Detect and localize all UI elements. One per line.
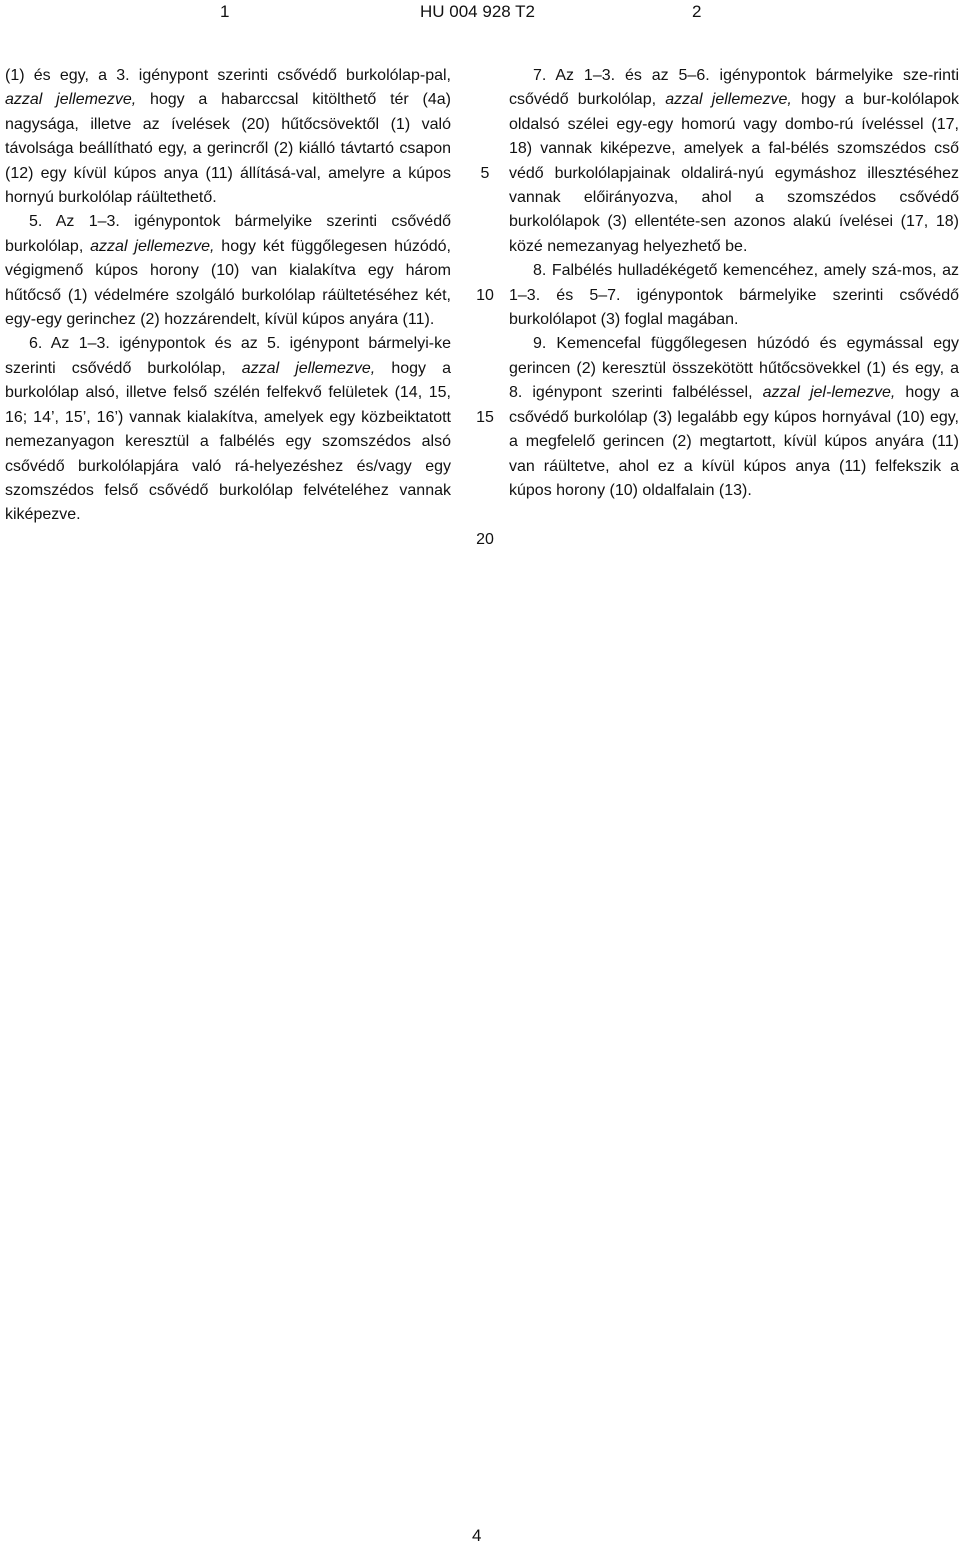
page-header xyxy=(0,0,960,30)
claim-5-text-b: hogy két függőlegesen húzódó, végigmenő kúpos horony (10) van kialakítva egy három hűtőcső (1) védelmére szolgáló burkolólap ráültetéséhez két, egy-egy gerinchez (2) hozzárendelt, kívül kúpos anyára (11). xyxy=(5,237,452,329)
line-number-20: 20 xyxy=(476,530,494,548)
claim-5 xyxy=(5,210,451,332)
claim-4-emphasis: azzal jellemezve, xyxy=(5,91,137,109)
page-footer-number: 4 xyxy=(472,1526,482,1545)
line-number-10: 10 xyxy=(476,286,494,304)
claim-9-text-a: 9. Kemencefal függőlegesen húzódó és egymással egy gerincen (2) keresztül összekötött hűtőcsövekkel (1) és egy, a 8. igénypont szerinti falbéléssel, xyxy=(509,335,959,402)
claim-7-emphasis: azzal jellemezve, xyxy=(665,91,792,109)
claim-9-text-b: hogy a csővédő burkolólap (3) legalább egy kúpos hornyával (10) egy, a megfelelő gerincen (2) megtartott, kívül kúpos anyára (11) van ráültetve, ahol ez a kívül kúpos anya (11) felfekszik a kúpos horony (10) oldalfalain (13). xyxy=(509,384,960,499)
claim-4-continuation xyxy=(5,64,451,210)
claim-9-emphasis: azzal jel-lemezve, xyxy=(762,384,896,402)
claim-5-emphasis: azzal jellemezve, xyxy=(90,237,215,255)
claim-6 xyxy=(5,332,451,527)
claim-6-text-b: hogy a burkolólap alsó, illetve felső szélén felfekvő felületek (14, 15, 16; 14’, 15’, 16’) vannak kialakítva, amelyek egy közbeiktatott nemezanyagon keresztül a falbélés egy szomszédos alsó csővédő burkolólapjára való rá-helyezéshez és/vagy egy szomszédos felső csővédő burkolólap felvételéhez vannak kiképezve. xyxy=(5,359,451,524)
claim-6-text-a: 6. Az 1–3. igénypontok és az 5. igénypont bármelyi-ke szerinti csővédő burkolólap, xyxy=(5,335,451,377)
claim-8: 8. Falbélés hulladékégető kemencéhez, amely szá-mos, az 1–3. és 5–7. igénypontok bármelyike szerinti csővédő burkolólapot (3) foglal magában. xyxy=(509,262,959,329)
left-page-number: 1 xyxy=(220,2,230,21)
claim-5-text-a: 5. Az 1–3. igénypontok bármelyike szerinti csővédő burkolólap, xyxy=(5,213,451,255)
claim-4-text-a: (1) és egy, a 3. igénypont szerinti csővédő burkolólap-pal, xyxy=(5,67,451,84)
claim-9 xyxy=(509,332,959,503)
right-column xyxy=(509,64,959,503)
document-id: HU 004 928 T2 xyxy=(420,2,535,21)
claim-4-text-b: hogy a habarccsal kitölthető tér (4a) nagysága, illetve az ívelések (20) hűtőcsövektől (1) való távolsága beállítható egy, a gerincről (2) kiálló távtartó csapon (12) egy kívül kúpos anya (11) állításá-val, amelyre a kúpos hornyú burkolólap ráültethető. xyxy=(5,91,451,207)
claim-6-emphasis: azzal jellemezve, xyxy=(241,359,376,377)
line-number-15: 15 xyxy=(476,408,494,426)
claim-7 xyxy=(509,64,959,259)
right-page-number: 2 xyxy=(692,2,702,21)
claim-7-text-b: hogy a bur-kolólapok oldalsó szélei egy-egy homorú vagy dombo-rú íveléssel (17, 18) vannak kiképezve, amelyek a fal-bélés szomszédos cső védő burkolólapjainak oldalirá-nyú egymáshoz illesztéséhez vannak előirányozva, ahol a szomszédos csővédő burkolólapok (3) ellentéte-sen azonos alakú ívelései (17, 18) közé nemezanyag helyezhető be. xyxy=(509,91,960,255)
claim-7-text-a: 7. Az 1–3. és az 5–6. igénypontok bármelyike sze-rinti csővédő burkolólap, xyxy=(509,67,959,109)
line-number-5: 5 xyxy=(480,164,490,182)
left-column xyxy=(5,64,451,528)
